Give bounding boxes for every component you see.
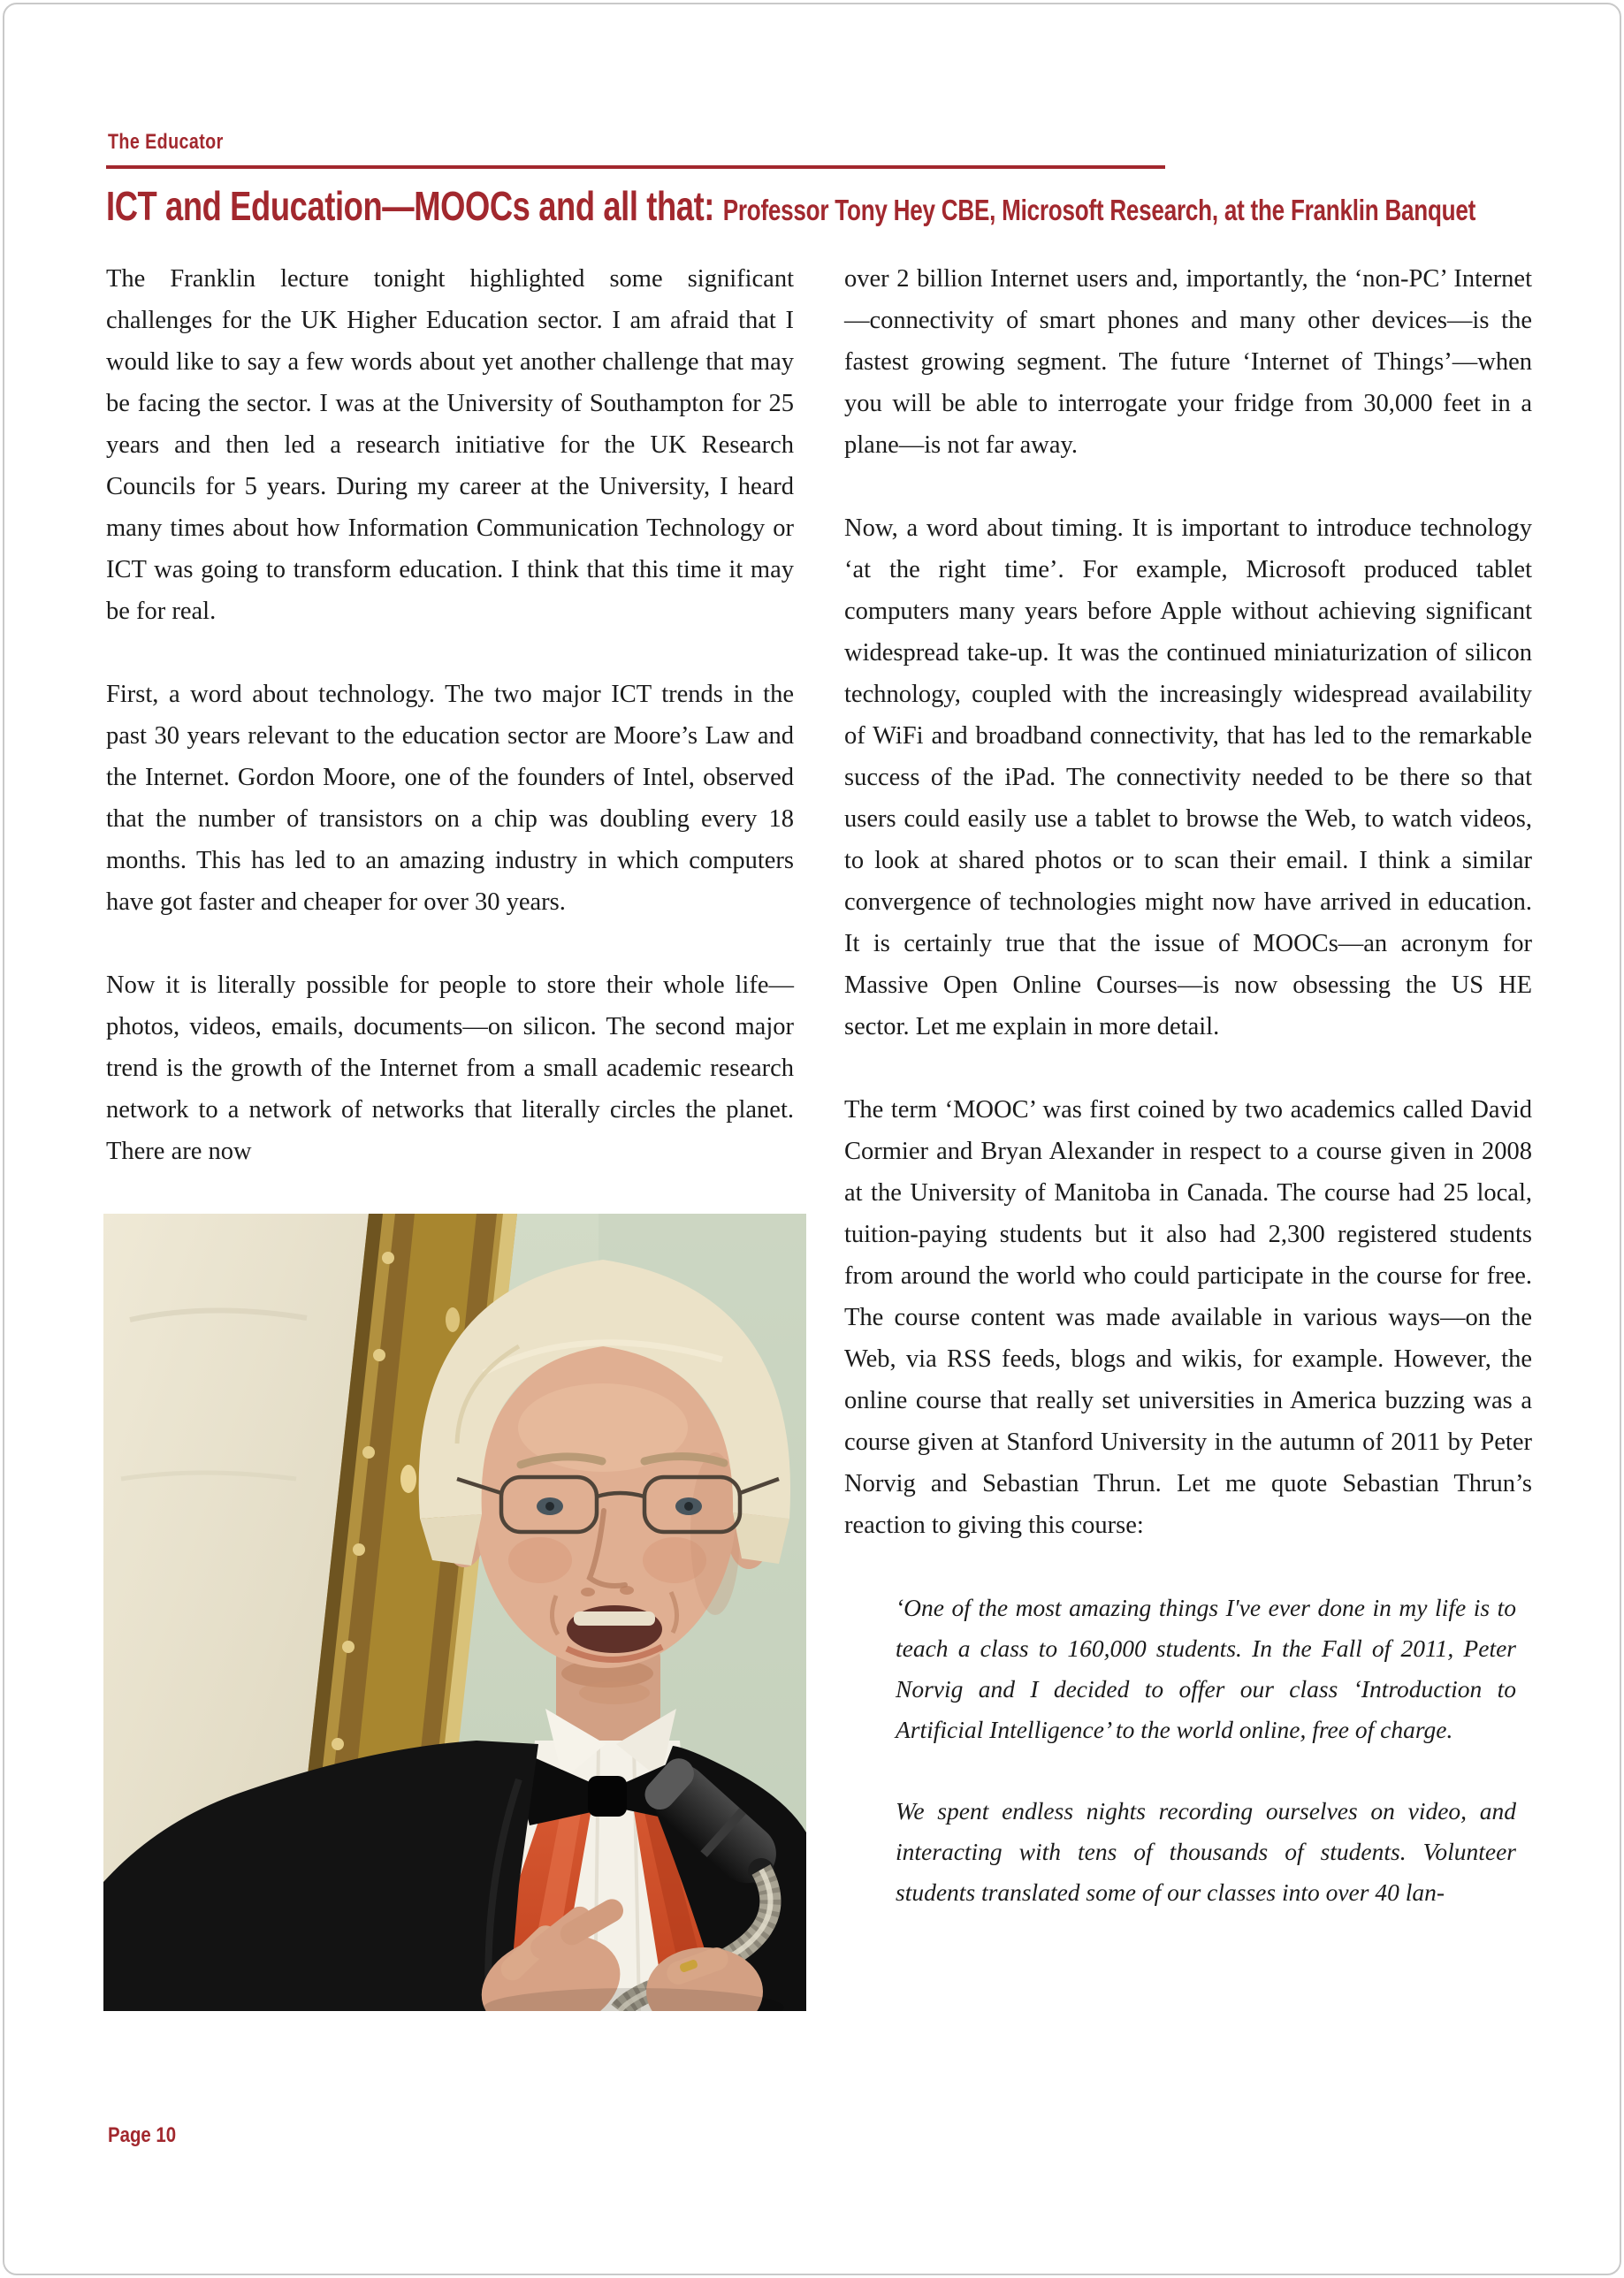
right-paragraph-1: over 2 billion Internet users and, importantly, the ‘non-PC’ Internet—connectivity of smart phones and many other devices—is the fastest growing segment. The future ‘Internet of Things’—when you will be able to interrogate your fridge from 30,000 feet in a plane—is not far away. (844, 265, 1532, 459)
right-paragraph-2: Now, a word about timing. It is important to introduce technology ‘at the right time’. For example, Microsoft produced tablet computers many years before Apple without achieving significant widespread take-up. It was the continued miniaturization of silicon technology, coupled with the increasingly widespread availability of WiFi and broadband connectivity, that has led to the remarkable success of the iPad. The connectivity needed to be there so that users could easily use a tablet to browse the Web, to watch videos, to look at shared photos or to scan their email. I think a similar convergence of technologies might now have arrived in education. It is certainly true that the issue of MOOCs—an acronym for Massive Open Online Courses—is now obsessing the US HE sector. Let me explain in more detail. (844, 514, 1532, 1040)
photo-tony-hey (103, 1214, 806, 2011)
left-paragraph-2: First, a word about technology. The two major ICT trends in the past 30 years relevant to the education sector are Moore’s Law and the Internet. Gordon Moore, one of the founders of Intel, observed that the number of transistors on a chip was doubling every 18 months. This has led to an amazing industry in which computers have got faster and cheaper for over 30 years. (106, 681, 794, 916)
headline-main: ICT and Education—MOOCs and all that: (106, 183, 723, 229)
quote-paragraph-2: We spent endless nights recording ourselves on video, and interacting with tens of thousands of students. Volunteer students translated some of our classes into over 40 lan- (896, 1797, 1516, 1906)
left-paragraph-1: The Franklin lecture tonight highlighted some significant challenges for the UK Higher Education sector. I am afraid that I would like to say a few words about yet another challenge that may be facing the sector. I was at the University of Southampton for 25 years and then led a research initiative for the UK Research Councils for 5 years. During my career at the University, I heard many times about how Information Communication Technology or ICT was going to transform education. I think that this time it may be for real. (106, 265, 794, 625)
left-paragraph-3: Now it is literally possible for people to store their whole life—photos, videos, emails, documents—on silicon. The second major trend is the growth of the Internet from a small academic research network to a network of networks that literally circles the planet. There are now (106, 971, 794, 1165)
masthead-rule (106, 165, 1165, 169)
article-headline (106, 182, 1475, 230)
speaker-mouth (567, 1605, 662, 1660)
page-number: Page 10 (108, 2123, 177, 2147)
thrun-quote-block (844, 1588, 1532, 1913)
right-column (844, 258, 1532, 1954)
masthead-title: The Educator (108, 130, 224, 154)
quote-paragraph-1: ‘One of the most amazing things I've ever done in my life is to teach a class to 160,000 students. In the Fall of 2011, Peter Norvig and I decided to offer our class ‘Introduction to Artificial Intelligence’ to the world online, free of charge. (896, 1594, 1516, 1743)
headline-subtitle: Professor Tony Hey CBE, Microsoft Research, at the Franklin Banquet (722, 194, 1476, 226)
right-paragraph-3: The term ‘MOOC’ was first coined by two academics called David Cormier and Bryan Alexander in respect to a course given in 2008 at the University of Manitoba in Canada. The course had 25 local, tuition-paying students but it also had 2,300 registered students from around the world who could participate in the course for free. The course content was made available in various ways—on the Web, via RSS feeds, blogs and wikis, for example. However, the online course that really set universities in America buzzing was a course given at Stanford University in the autumn of 2011 by Peter Norvig and Sebastian Thrun. Let me quote Sebastian Thrun’s reaction to giving this course: (844, 1096, 1532, 1539)
left-column (106, 258, 794, 2011)
